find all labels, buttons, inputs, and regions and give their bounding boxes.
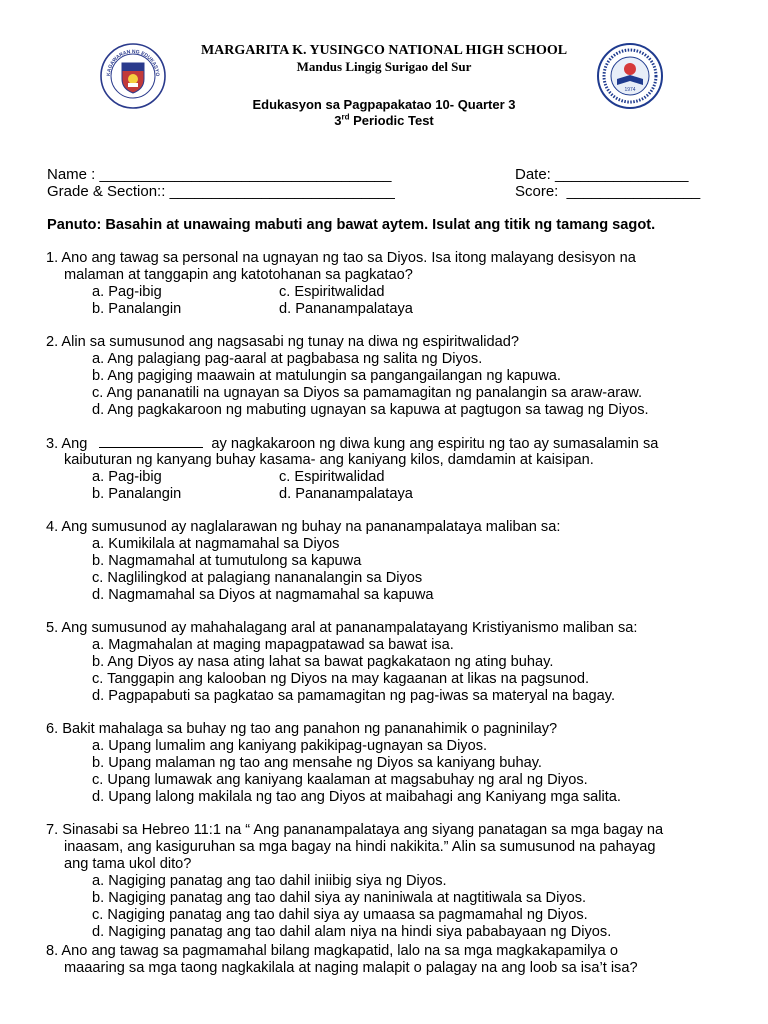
question-5-option-c: c. Tanggapin ang kalooban ng Diyos na may kagaanan at likas na pagsunod. [92, 671, 590, 687]
question-7-option-b: b. Nagiging panatag ang tao dahil siya ay naniniwala at nagtitiwala sa Diyos. [92, 890, 587, 906]
question-7-option-c: c. Nagiging panatag ang tao dahil siya ay umaasa sa pagmamahal ng Diyos. [92, 907, 588, 923]
question-3-stem-start: 3. Ang [46, 436, 88, 452]
question-3-option-b: b. Panalangin [92, 486, 182, 502]
question-5-option-d: d. Pagpapabuti sa pagkatao sa pamamagitan ng pag-iwas sa materyal na bagay. [92, 688, 616, 704]
question-7-stem-cont: inaasam, ang kasiguruhan sa mga bagay na hindi nakikita.” Alin sa sumusunod na pahayag [64, 839, 656, 855]
date-field[interactable]: Date: ________________ [515, 166, 689, 183]
question-7-option-d: d. Nagiging panatag ang tao dahil alam niya na hindi siya pababayaan ng Diyos. [92, 924, 612, 940]
question-3-stem-end: ay nagkakaroon ng diwa kung ang espiritu ng tao ay sumasalamin sa [211, 436, 659, 452]
question-4-option-a: a. Kumikilala at nagmamahal sa Diyos [92, 536, 340, 552]
test-number-suffix: rd [341, 112, 350, 122]
question-1-option-b: b. Panalangin [92, 301, 182, 317]
question-6-option-c: c. Upang lumawak ang kaniyang kaalaman at magsabuhay ng aral ng Diyos. [92, 772, 588, 788]
name-field[interactable]: Name : ___________________________________ [47, 166, 392, 183]
question-3-stem-cont: kaibuturan ng kanyang buhay kasama- ang kaniyang kilos, damdamin at kaisipan. [64, 452, 594, 468]
question-7-stem-cont-2: ang tama ukol dito? [64, 856, 192, 872]
question-5-option-b: b. Ang Diyos ay nasa ating lahat sa bawat pagkakataon ng ating buhay. [92, 654, 554, 670]
question-2-option-a: a. Ang palagiang pag-aaral at pagbabasa ng salita ng Diyos. [92, 351, 483, 367]
question-1-option-a: a. Pag-ibig [92, 284, 162, 300]
question-6-stem: 6. Bakit mahalaga sa buhay ng tao ang panahon ng pananahimik o pagninilay? [46, 721, 558, 737]
question-2-option-d: d. Ang pagkakaroon ng mabuting ugnayan sa kapuwa at pagtugon sa tawag ng Diyos. [92, 402, 649, 418]
question-4-option-d: d. Nagmamahal sa Diyos at nagmamahal sa kapuwa [92, 587, 434, 603]
question-4-option-c: c. Naglilingkod at palagiang nananalangin sa Diyos [92, 570, 423, 586]
question-4-option-b: b. Nagmamahal at tumutulong sa kapuwa [92, 553, 362, 569]
test-title [0, 113, 768, 128]
question-5-option-a: a. Magmahalan at maging mapagpatawad sa bawat isa. [92, 637, 454, 653]
question-4-stem: 4. Ang sumusunod ay naglalarawan ng buhay na pananampalataya maliban sa: [46, 519, 561, 535]
question-2-option-c: c. Ang pananatili na ugnayan sa Diyos sa pamamagitan ng panalangin sa araw-araw. [92, 385, 643, 401]
question-1-stem: 1. Ano ang tawag sa personal na ugnayan ng tao sa Diyos. Isa itong malayang desisyon na [46, 250, 636, 266]
answer-blank [99, 435, 203, 448]
question-3-option-c: c. Espiritwalidad [279, 469, 385, 485]
score-field[interactable]: Score: ________________ [515, 183, 701, 200]
test-number: 3 [334, 113, 342, 128]
question-3-stem [46, 435, 658, 453]
question-2-option-b: b. Ang pagiging maawain at matulungin sa pangangailangan ng kapuwa. [92, 368, 561, 384]
instructions: Panuto: Basahin at unawaing mabuti ang bawat aytem. Isulat ang titik ng tamang sagot. [47, 217, 656, 233]
question-5-stem: 5. Ang sumusunod ay mahahalagang aral at pananampalatayang Kristiyanismo maliban sa: [46, 620, 638, 636]
question-8-stem: 8. Ano ang tawag sa pagmamahal bilang magkapatid, lalo na sa mga magkakapamilya o [46, 943, 618, 959]
subject-title: Edukasyon sa Pagpapakatao 10- Quarter 3 [252, 97, 516, 112]
question-1-stem-cont: malaman at tanggapin ang katotohanan sa pagkatao? [64, 267, 413, 283]
question-7-stem: 7. Sinasabi sa Hebreo 11:1 na “ Ang pananampalataya ang siyang panatagan sa mga bagay na [46, 822, 664, 838]
question-2-stem: 2. Alin sa sumusunod ang nagsasabi ng tunay na diwa ng espiritwalidad? [46, 334, 519, 350]
question-1-option-d: d. Pananampalataya [279, 301, 413, 317]
question-1-option-c: c. Espiritwalidad [279, 284, 385, 300]
question-6-option-b: b. Upang malaman ng tao ang mensahe ng Diyos sa kaniyang buhay. [92, 755, 542, 771]
question-6-option-d: d. Upang lalong makilala ng tao ang Diyos at maibahagi ang Kaniyang mga salita. [92, 789, 621, 805]
seal-left-text: KAGAWARAN NG EDUKASYO [105, 48, 161, 77]
grade-section-field[interactable]: Grade & Section:: ___________________________ [47, 183, 395, 200]
question-8-stem-cont: maaaring sa mga taong nagkakilala at naging malapit o palagay na ang loob sa isa’t isa? [64, 960, 638, 976]
school-location: Mandus Lingig Surigao del Sur [296, 59, 472, 74]
seal-right-year: 1974 [624, 87, 636, 93]
test-name: Periodic Test [349, 113, 434, 128]
question-6-option-a: a. Upang lumalim ang kaniyang pakikipag-ugnayan sa Diyos. [92, 738, 488, 754]
school-name: MARGARITA K. YUSINGCO NATIONAL HIGH SCHOOL [200, 43, 568, 58]
question-3-option-d: d. Pananampalataya [279, 486, 413, 502]
question-7-option-a: a. Nagiging panatag ang tao dahil iniibig siya ng Diyos. [92, 873, 447, 889]
question-3-option-a: a. Pag-ibig [92, 469, 162, 485]
